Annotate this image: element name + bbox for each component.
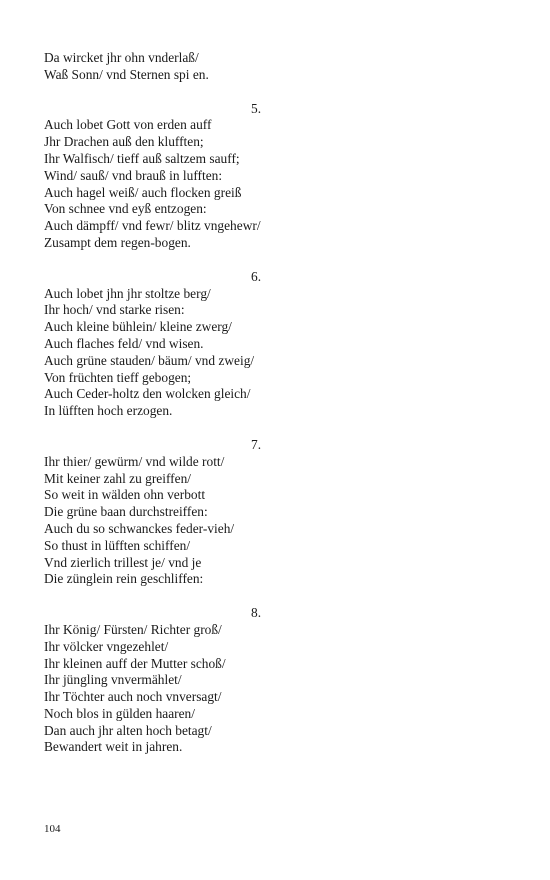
verse-line: So thust in lüfften schiffen/ bbox=[44, 537, 191, 553]
verse-line: Ihr völcker vngezehlet/ bbox=[44, 638, 169, 654]
verse-line: Ihr Walfisch/ tieff auß saltzem sauff; bbox=[44, 150, 240, 166]
stanza-8 bbox=[44, 605, 514, 756]
stanza-number: 8. bbox=[251, 605, 262, 621]
stanza-7 bbox=[44, 437, 514, 588]
verse-line: Zusampt dem regen-bogen. bbox=[44, 234, 191, 250]
poem-text bbox=[44, 50, 514, 773]
stanza-5 bbox=[44, 101, 514, 252]
verse-line: Auch flaches feld/ vnd wisen. bbox=[44, 335, 204, 351]
verse-line: Die grüne baan durchstreiffen: bbox=[44, 504, 208, 520]
verse-line: Ihr jüngling vnvermählet/ bbox=[44, 672, 182, 688]
verse-line: Mit keiner zahl zu greiffen/ bbox=[44, 470, 191, 486]
verse-line: Da wircket jhr ohn vnderlaß/ bbox=[44, 50, 199, 65]
verse-line: Vnd zierlich trillest je/ vnd je bbox=[44, 554, 202, 570]
verse-line: Auch kleine bühlein/ kleine zwerg/ bbox=[44, 319, 232, 335]
stanza-number: 5. bbox=[251, 100, 262, 116]
stanza-6 bbox=[44, 269, 514, 420]
stanza-4-end bbox=[44, 50, 514, 84]
verse-line: Auch lobet Gott von erden auff bbox=[44, 117, 212, 133]
verse-line: Waß Sonn/ vnd Sternen spi en. bbox=[44, 66, 209, 82]
verse-line: Ihr König/ Fürsten/ Richter groß/ bbox=[44, 621, 222, 637]
verse-line: Jhr Drachen auß den klufften; bbox=[44, 134, 204, 150]
verse-line: Auch lobet jhn jhr stoltze berg/ bbox=[44, 285, 211, 301]
verse-line: Ihr kleinen auff der Mutter schoß/ bbox=[44, 655, 226, 671]
verse-line: So weit in wälden ohn verbott bbox=[44, 487, 206, 503]
verse-line: Noch blos in gülden haaren/ bbox=[44, 705, 195, 721]
verse-line: Dan auch jhr alten hoch betagt/ bbox=[44, 722, 212, 738]
verse-line: Auch Ceder-holtz den wolcken gleich/ bbox=[44, 386, 251, 402]
verse-line: Bewandert weit in jahren. bbox=[44, 739, 183, 755]
verse-line: Ihr hoch/ vnd starke risen: bbox=[44, 302, 185, 318]
verse-line: Auch grüne stauden/ bäum/ vnd zweig/ bbox=[44, 352, 255, 368]
page-number: 104 bbox=[44, 823, 61, 835]
verse-line: Ihr Töchter auch noch vnversagt/ bbox=[44, 689, 222, 705]
verse-line: In lüfften hoch erzogen. bbox=[44, 403, 173, 419]
stanza-number: 7. bbox=[251, 436, 262, 452]
verse-line: Wind/ sauß/ vnd brauß in lufften: bbox=[44, 167, 223, 183]
verse-line: Von früchten tieff gebogen; bbox=[44, 369, 192, 385]
verse-line: Auch hagel weiß/ auch flocken greiß bbox=[44, 184, 242, 200]
verse-line: Auch dämpff/ vnd fewr/ blitz vngehewr/ bbox=[44, 218, 261, 234]
verse-line: Ihr thier/ gewürm/ vnd wilde rott/ bbox=[44, 453, 225, 469]
verse-line: Auch du so schwanckes feder-vieh/ bbox=[44, 520, 235, 536]
verse-line: Die zünglein rein geschliffen: bbox=[44, 571, 204, 587]
stanza-number: 6. bbox=[251, 268, 262, 284]
verse-line: Von schnee vnd eyß entzogen: bbox=[44, 201, 207, 217]
